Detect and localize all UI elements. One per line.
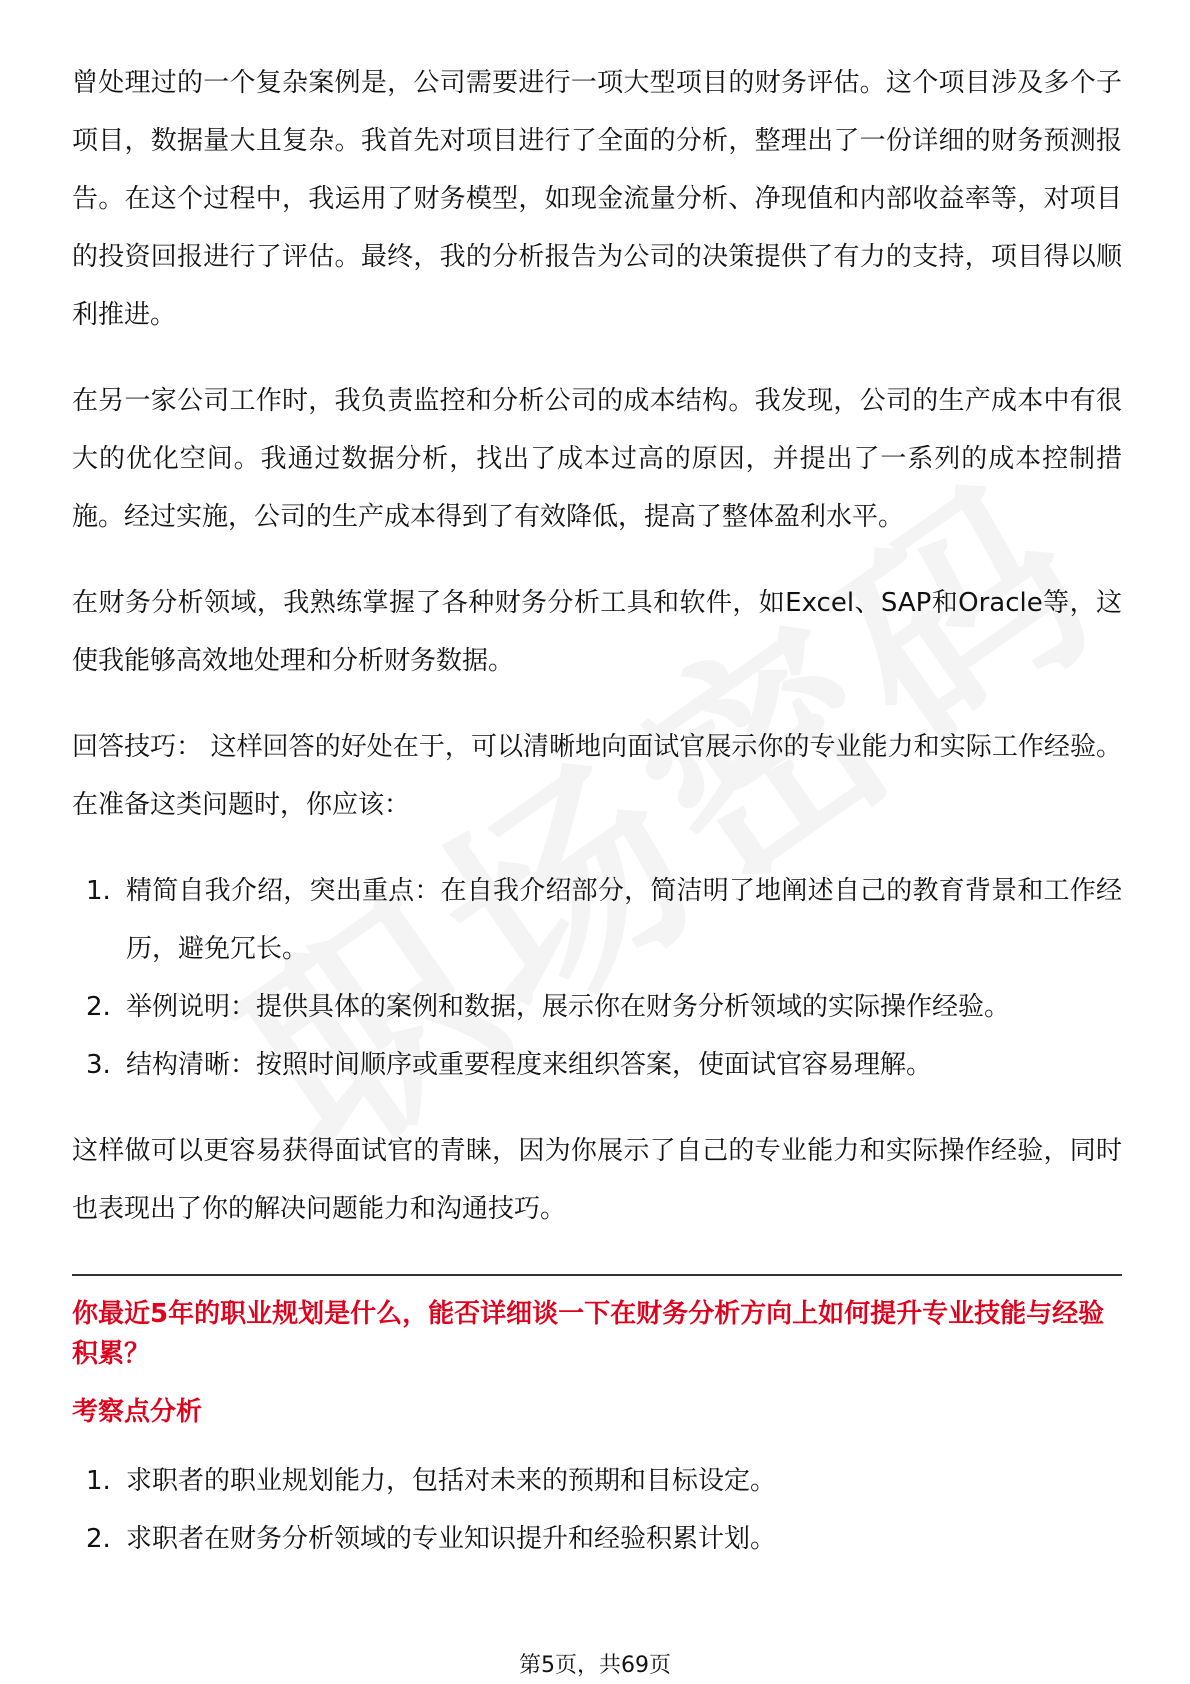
document-body: [72, 54, 1122, 1596]
points-list: [72, 1452, 1122, 1568]
list-item: [72, 1452, 1122, 1510]
paragraph-tools: 在财务分析领域，我熟练掌握了各种财务分析工具和软件，如Excel、SAP和Oracle等，这使我能够高效地处理和分析财务数据。: [72, 588, 1122, 676]
list-item: [72, 1510, 1122, 1568]
list-number: 1.: [86, 876, 111, 906]
section-divider: [72, 1274, 1122, 1276]
list-item-text: 求职者的职业规划能力，包括对未来的预期和目标设定。: [126, 1466, 777, 1496]
list-item: [72, 1036, 1122, 1094]
list-number: 3.: [86, 1050, 111, 1080]
paragraph-cost-structure: 在另一家公司工作时，我负责监控和分析公司的成本结构。我发现，公司的生产成本中有很大的优化空间。我通过数据分析，找出了成本过高的原因，并提出了一系列的成本控制措施。经过实施，公司的生产成本得到了有效降低，提高了整体盈利水平。: [72, 386, 1122, 532]
list-number: 2.: [86, 992, 111, 1022]
list-item: [72, 862, 1122, 978]
paragraph-case-study: 曾处理过的一个复杂案例是，公司需要进行一项大型项目的财务评估。这个项目涉及多个子项目，数据量大且复杂。我首先对项目进行了全面的分析，整理出了一份详细的财务预测报告。在这个过程中，我运用了财务模型，如现金流量分析、净现值和内部收益率等，对项目的投资回报进行了评估。最终，我的分析报告为公司的决策提供了有力的支持，项目得以顺利推进。: [72, 68, 1122, 330]
list-item-text: 求职者在财务分析领域的专业知识提升和经验积累计划。: [126, 1524, 777, 1554]
list-item-text: 结构清晰：按照时间顺序或重要程度来组织答案，使面试官容易理解。: [126, 1050, 933, 1080]
page-footer: 第5页，共69页: [519, 1653, 671, 1678]
list-number: 1.: [86, 1466, 111, 1496]
section-title: 考察点分析: [72, 1397, 203, 1427]
list-item-text: 精简自我介绍，突出重点：在自我介绍部分，简洁明了地阐述自己的教育背景和工作经历，避免冗长。: [126, 876, 1122, 964]
tips-list: [72, 862, 1122, 1094]
paragraph-answer-tips: 回答技巧： 这样回答的好处在于，可以清晰地向面试官展示你的专业能力和实际工作经验。在准备这类问题时，你应该：: [72, 732, 1122, 820]
paragraph-closing: 这样做可以更容易获得面试官的青睐，因为你展示了自己的专业能力和实际操作经验，同时也表现出了你的解决问题能力和沟通技巧。: [72, 1136, 1122, 1224]
list-number: 2.: [86, 1524, 111, 1554]
interview-question: 你最近5年的职业规划是什么，能否详细谈一下在财务分析方向上如何提升专业技能与经验积累？: [72, 1299, 1105, 1369]
list-item: [72, 978, 1122, 1036]
list-item-text: 举例说明：提供具体的案例和数据，展示你在财务分析领域的实际操作经验。: [126, 992, 1011, 1022]
